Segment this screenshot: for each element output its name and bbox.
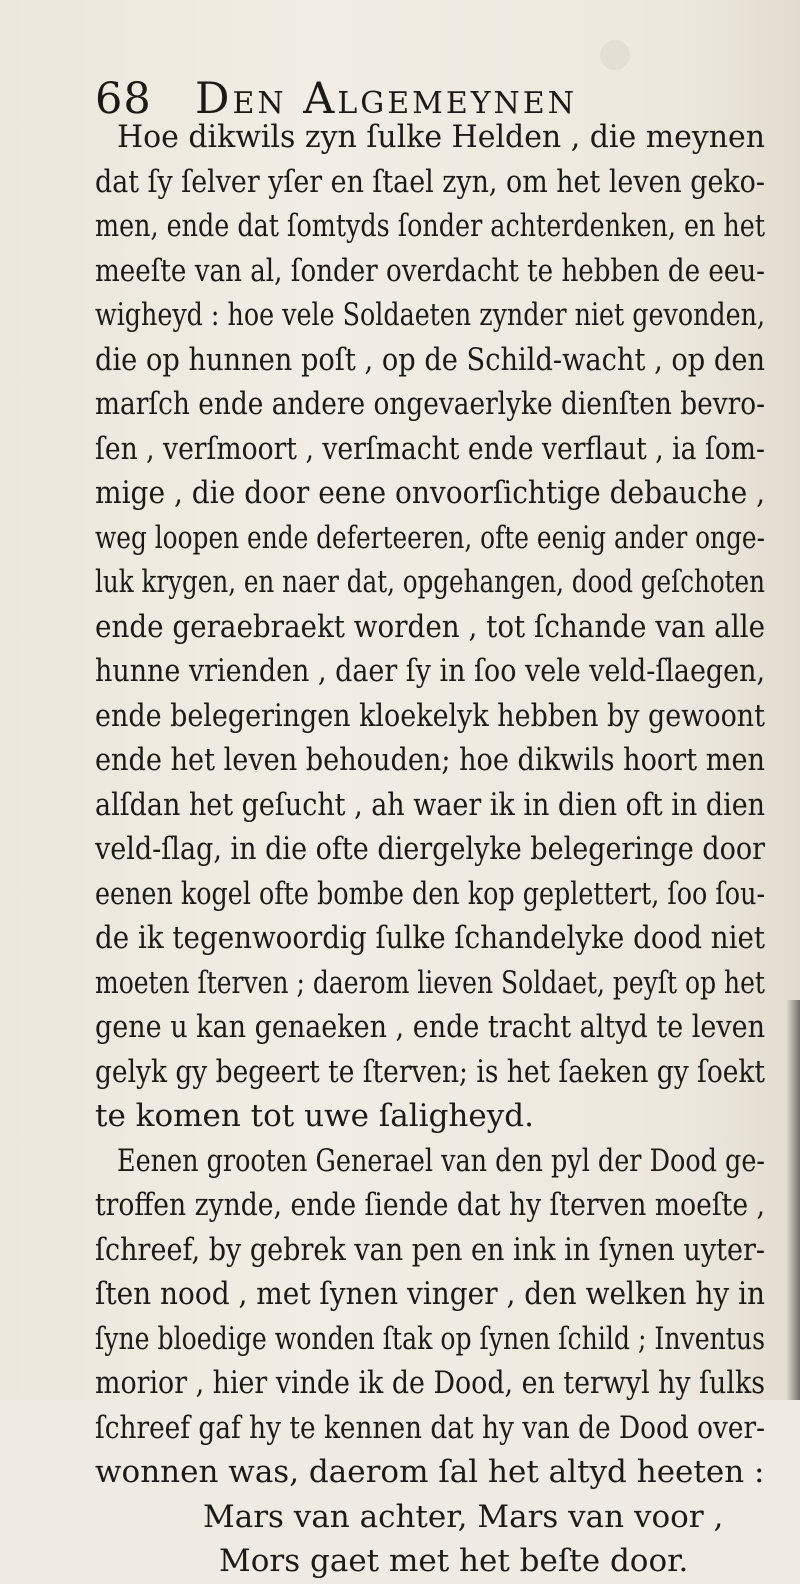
text-line: ſten nood , met ſynen vinger , den welken hy in xyxy=(95,1276,766,1312)
text-line: die op hunnen poſt , op de Schild-wacht , op den xyxy=(95,341,766,378)
text-line: marſch ende andere ongevaerlyke dienſten bevro- xyxy=(95,386,766,422)
text-line: de ik tegenwoordig ſulke ſchandelyke dood niet xyxy=(95,920,765,956)
text-line: gelyk gy begeert te ſterven; is het ſaeken gy ſoekt xyxy=(95,1053,766,1090)
text-line: ende het leven behouden; hoe dikwils hoort men xyxy=(95,742,765,778)
text-line: men, ende dat ſomtyds ſonder achterdenken, en het xyxy=(95,208,766,244)
body-text xyxy=(95,115,765,1584)
text-line: wonnen was, daerom ſal het altyd heeten : xyxy=(95,1454,765,1490)
text-line: weg loopen ende deferteeren, ofte eenig ander onge- xyxy=(95,519,766,556)
text-line: eenen kogel ofte bombe den kop geplettert, ſoo ſou- xyxy=(95,875,766,912)
text-line: ſchreef gaf hy te kennen dat hy van de Dood over- xyxy=(95,1409,765,1446)
text-line: alſdan het geſucht , ah waer ik in dien oft in dien xyxy=(95,786,766,823)
text-line: te komen tot uwe ſaligheyd. xyxy=(95,1098,534,1134)
page-number: 68 xyxy=(95,74,152,124)
text-line: ſyne bloedige wonden ſtak op ſynen ſchild ; Inventus xyxy=(95,1320,765,1357)
text-line: morior , hier vinde ik de Dood, en terwyl hy ſulks xyxy=(95,1365,766,1401)
text-line: Hoe dikwils zyn ſulke Helden , die meynen xyxy=(117,119,765,155)
verse-line: Mars van achter, Mars van voor , xyxy=(203,1498,724,1535)
text-line: meeſte van al, ſonder overdacht te hebben de eeu- xyxy=(95,252,766,289)
text-line: veld-ſlag, in die ofte diergelyke belegeringe door xyxy=(95,831,766,867)
text-line: ſchreef, by gebrek van pen en ink in ſynen uyter- xyxy=(95,1231,766,1268)
text-line: hunne vrienden , daer ſy in ſoo vele veld-ſlaegen, xyxy=(95,653,766,689)
paper-stain xyxy=(600,40,630,70)
text-line: troffen zynde, ende ſiende dat hy ſterven moeſte , xyxy=(95,1187,766,1223)
page-edge-shadow xyxy=(786,1000,800,1400)
verse-line: Mors gaet met het beſte door. xyxy=(219,1543,689,1579)
text-line: Eenen grooten Generael van den pyl der Dood ge- xyxy=(117,1142,766,1179)
text-line: dat ſy ſelver yſer en ſtael zyn, om het leven geko- xyxy=(95,163,765,200)
text-line: mige , die door eene onvoorſichtige debauche , xyxy=(95,475,766,511)
text-line: gene u kan genaeken , ende tracht altyd te leven xyxy=(95,1009,765,1045)
text-line: ſen , verſmoort , verſmacht ende verflaut , ia ſom- xyxy=(95,430,766,467)
text-line: ende geraebraekt worden , tot ſchande van alle xyxy=(95,608,766,645)
text-line: wigheyd : hoe vele Soldaeten zynder niet gevonden, xyxy=(95,297,766,333)
running-head: Den Algemeynen xyxy=(195,74,577,124)
text-line: luk krygen, en naer dat, opgehangen, dood geſchoten xyxy=(95,564,765,600)
text-line: moeten ſterven ; daerom lieven Soldaet, peyſt op het xyxy=(95,964,765,1001)
text-line: ende belegeringen kloekelyk hebben by gewoont xyxy=(95,697,765,734)
